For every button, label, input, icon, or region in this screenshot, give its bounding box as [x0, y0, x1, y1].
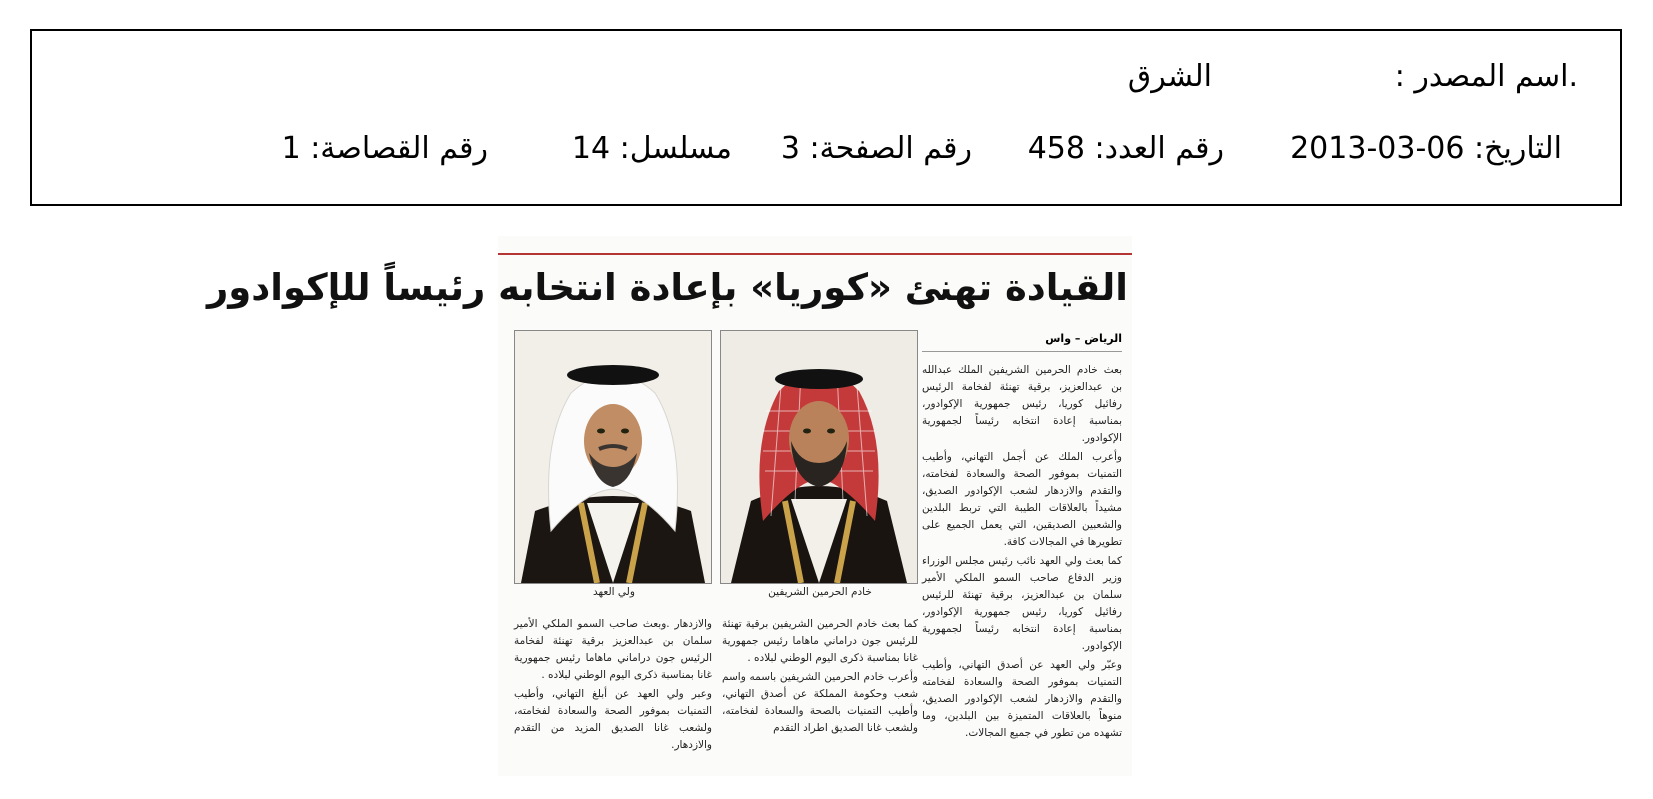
top-rule — [498, 253, 1132, 255]
issue-number-field: رقم العدد: 458 — [1027, 131, 1224, 166]
source-label: .اسم المصدر : — [1394, 59, 1578, 94]
clip-number-field: رقم القصاصة: 1 — [281, 131, 488, 166]
newspaper-clipping — [206, 236, 1132, 776]
king-photo-caption: خادم الحرمين الشريفين — [768, 586, 872, 598]
paragraph: كما بعث خادم الحرمين الشريفين برقية تهنئة للرئيس جون دراماني ماهاما رئيس جمهورية غانا بمناسبة ذكرى اليوم الوطني لبلاده . — [722, 618, 918, 664]
paragraph: كما بعث ولي العهد نائب رئيس مجلس الوزراء وزير الدفاع صاحب السمو الملكي الأمير سلمان بن عبدالعزيز، برقية تهنئة للرئيس رفائيل كوريا، رئيس جمهورية الإكوادور، بمناسبة إعادة انتخابه رئيساً لجمهورية الإكوادور. — [922, 555, 1122, 652]
serial-field: مسلسل: 14 — [571, 131, 732, 166]
king-photo — [720, 330, 918, 584]
crown-prince-photo-caption: ولي العهد — [593, 586, 635, 598]
paragraph: وعبر ولي العهد عن أبلغ التهاني، وأطيب التمنيات بموفور الصحة والسعادة لفخامته، ولشعب غانا الصديق المزيد من التقدم والازدهار. — [514, 688, 712, 751]
date-field: التاريخ: 06-03-2013 — [1290, 131, 1562, 166]
paragraph: وأعرب خادم الحرمين الشريفين باسمه واسم شعب وحكومة المملكة عن أصدق التهاني، وأطيب التمنيات بالصحة والسعادة لفخامته، ولشعب غانا الصديق اطراد التقدم — [722, 671, 918, 734]
paragraph: وأعرب الملك عن أجمل التهاني، وأطيب التمنيات بموفور الصحة والسعادة لفخامته، والتقدم والازدهار لشعب الإكوادور الصديق، مشيداً بالعلاقات الطيبة التي تربط البلدين والشعبين الصديقين، التي يعمل الجميع على تطويرها في المجالات كافة. — [922, 451, 1122, 548]
paragraph: وعبّر ولي العهد عن أصدق التهاني، وأطيب التمنيات بموفور الصحة والسعادة لفخامته والتقدم والازدهار لشعب الإكوادور الصديق، منوهاً بالعلاقات المتميزة بين البلدين، وما تشهده من تطور في جميع المجالات. — [922, 659, 1122, 739]
metadata-box — [30, 29, 1622, 206]
article-column-right — [922, 362, 1122, 744]
page-number-field: رقم الصفحة: 3 — [780, 131, 972, 166]
crown-prince-photo — [514, 330, 712, 584]
article-headline: القيادة تهنئ «كوريا» بإعادة انتخابه رئيساً للإكوادور — [206, 266, 1128, 309]
article-dateline: الرياض – واس — [922, 332, 1122, 352]
article-column-left — [514, 616, 712, 756]
article-column-middle — [722, 616, 918, 739]
source-value: الشرق — [1127, 59, 1212, 94]
paragraph: والازدهار .وبعث صاحب السمو الملكي الأمير سلمان بن عبدالعزيز برقية تهنئة لفخامة الرئيس جون دراماني ماهاما رئيس جمهورية غانا بمناسبة ذكرى اليوم الوطني لبلاده . — [514, 618, 712, 681]
paragraph: بعث خادم الحرمين الشريفين الملك عبدالله بن عبدالعزيز، برقية تهنئة لفخامة الرئيس رفائيل كوريا، رئيس جمهورية الإكوادور، بمناسبة إعادة انتخابه رئيساً لجمهورية الإكوادور. — [922, 364, 1122, 444]
